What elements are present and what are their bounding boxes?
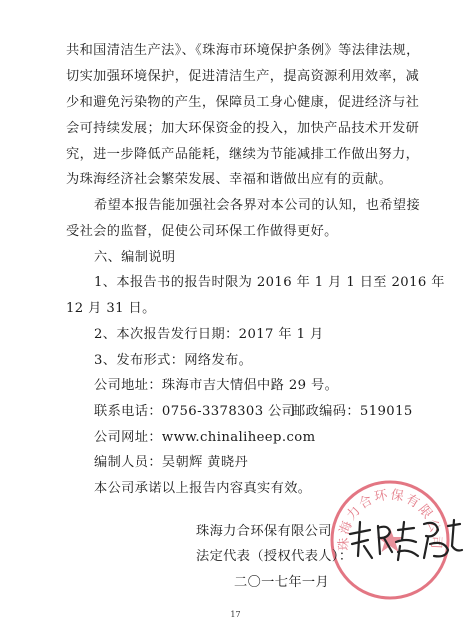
company-website: 公司网址：www.chinaliheep.com: [94, 430, 316, 445]
body-paragraph-line: 受社会的监督，促使公司环保工作做得更好。: [66, 224, 338, 239]
note-line: 1、本报告书的报告时限为 2016 年 1 月 1 日至 2016 年: [94, 275, 445, 290]
authenticity-statement: 本公司承诺以上报告内容真实有效。: [94, 481, 312, 496]
seal-text: 珠海力合环保有限公司: [336, 487, 444, 551]
note-line: 3、发布形式：网络发布。: [94, 353, 253, 368]
note-line: 2、本次报告发行日期：2017 年 1 月: [94, 327, 324, 342]
company-phone: 联系电话：0756-3378303 公司: [94, 404, 296, 419]
signature-company-name: 珠海力合环保有限公司: [196, 524, 332, 539]
body-paragraph-line: 为珠海经济社会繁荣发展、幸福和谐做出应有的贡献。: [66, 172, 393, 187]
body-paragraph-line: 共和国清洁生产法》、《珠海市环境保护条例》等法律法规，: [66, 43, 420, 58]
body-paragraph-line: 希望本报告能加强社会各界对本公司的认知，也希望接: [94, 198, 421, 213]
section-heading: 六、编制说明: [94, 250, 176, 265]
body-paragraph-line: 切实加强环境保护，促进清洁生产，提高资源利用效率，减: [66, 69, 420, 84]
body-paragraph-line: 少和避免污染物的产生，保障员工身心健康，促进经济与社: [66, 95, 420, 110]
note-line: 12 月 31 日。: [66, 301, 156, 316]
signature-date: 二〇一七年一月: [234, 575, 330, 590]
body-paragraph-line: 会可持续发展；加大环保资金的投入，加快产品技术开发研: [66, 121, 420, 136]
company-address: 公司地址：珠海市吉大情侣中路 29 号。: [94, 378, 339, 393]
signature-representative-label: 法定代表（授权代表人）：: [196, 549, 353, 564]
body-paragraph-line: 究，进一步降低产品能耗，继续为节能减排工作做出努力，: [66, 147, 420, 162]
company-postcode: 邮政编码：519015: [292, 404, 413, 419]
report-editors: 编制人员：吴朝辉 黄晓丹: [94, 455, 249, 470]
page-number: 17: [230, 610, 241, 619]
handwritten-signature: [344, 516, 466, 564]
